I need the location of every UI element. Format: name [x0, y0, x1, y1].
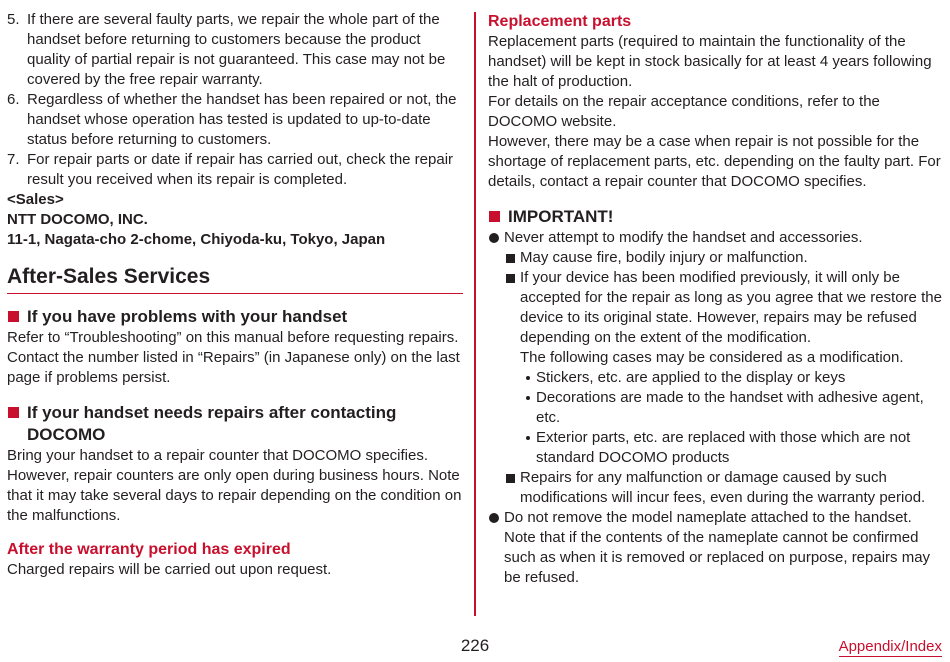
square-bullet-icon: [506, 254, 515, 263]
bullet-icon: [489, 233, 499, 243]
bullet-text: Never attempt to modify the handset and accessories.: [504, 229, 863, 246]
company-address: 11-1, Nagata-cho 2-chome, Chiyoda-ku, Tokyo, Japan: [7, 231, 386, 248]
list-item: [504, 248, 943, 268]
dot-text: Decorations are made to the handset with adhesive agent, etc.: [536, 389, 924, 426]
list-item: [488, 508, 943, 588]
column-divider: [474, 12, 476, 616]
list-item: [7, 150, 463, 190]
problems-heading-text: If you have problems with your handset: [27, 307, 348, 326]
sub-text: If your device has been modified previously, it will only be accepted for the repair as long as you agree that we restore the device to its original state. However, repairs may be refused depending on the extent of the modification.: [520, 269, 942, 346]
numbered-list: [7, 10, 463, 190]
item-number: 5.: [7, 11, 20, 28]
item-number: 6.: [7, 91, 20, 108]
list-item: [504, 268, 943, 468]
list-item: [520, 388, 943, 428]
list-item: [520, 368, 943, 388]
sub-text-continued: The following cases may be considered as a modification.: [520, 349, 904, 366]
important-heading: [488, 206, 943, 228]
list-item: [7, 90, 463, 150]
sales-label: <Sales>: [7, 191, 64, 208]
important-list: [488, 228, 943, 588]
sub-list: [504, 248, 943, 508]
red-square-icon: [489, 211, 500, 222]
right-column: [488, 10, 943, 588]
bullet-text: Do not remove the model nameplate attached to the handset. Note that if the contents of the nameplate cannot be confirmed such as when it is removed or replaced on purpose, repairs may be refused.: [504, 509, 931, 586]
dot-bullet-icon: [526, 396, 530, 400]
item-text: Regardless of whether the handset has been repaired or not, the handset whose operation has tested is updated to up-to-date status before returning to customers.: [27, 91, 457, 148]
repairs-heading: [7, 402, 463, 446]
bullet-icon: [489, 513, 499, 523]
problems-heading: [7, 306, 463, 328]
warranty-heading: After the warranty period has expired: [7, 541, 291, 558]
list-item: [7, 10, 463, 90]
left-column: [7, 10, 463, 580]
replacement-p2: For details on the repair acceptance conditions, refer to the DOCOMO website.: [488, 93, 880, 130]
dot-text: Exterior parts, etc. are replaced with those which are not standard DOCOMO products: [536, 429, 911, 466]
red-square-icon: [8, 407, 19, 418]
dot-bullet-icon: [526, 436, 530, 440]
problems-body: Refer to “Troubleshooting” on this manual before requesting repairs. Contact the number listed in “Repairs” (in Japanese only) on the last page if problems persist.: [7, 329, 460, 386]
dot-bullet-icon: [526, 376, 530, 380]
red-square-icon: [8, 311, 19, 322]
item-text: If there are several faulty parts, we repair the whole part of the handset before returning to customers because the product quality of partial repair is not guaranteed. This case may not be covered by the free repair warranty.: [27, 11, 446, 88]
section-title: After-Sales Services: [7, 264, 463, 294]
square-bullet-icon: [506, 274, 515, 283]
replacement-heading: Replacement parts: [488, 13, 632, 30]
sub-text: Repairs for any malfunction or damage caused by such modifications will incur fees, even during the warranty period.: [520, 469, 926, 506]
dot-text: Stickers, etc. are applied to the display or keys: [536, 369, 846, 386]
item-number: 7.: [7, 151, 20, 168]
list-item: [488, 228, 943, 508]
repairs-heading-text: If your handset needs repairs after contacting DOCOMO: [27, 403, 397, 444]
list-item: [520, 428, 943, 468]
sub-text: May cause fire, bodily injury or malfunction.: [520, 249, 808, 266]
square-bullet-icon: [506, 474, 515, 483]
important-heading-text: IMPORTANT!: [508, 207, 614, 226]
list-item: [504, 468, 943, 508]
dot-list: [520, 368, 943, 468]
page-number: 226: [460, 636, 490, 655]
item-text: For repair parts or date if repair has carried out, check the repair result you received when its repair is completed.: [27, 151, 454, 188]
replacement-p1: Replacement parts (required to maintain the functionality of the handset) will be kept in stock basically for at least 4 years following the halt of production.: [488, 33, 932, 90]
appendix-index-link[interactable]: Appendix/Index: [838, 638, 942, 655]
company-name: NTT DOCOMO, INC.: [7, 211, 148, 228]
replacement-p3: However, there may be a case when repair is not possible for the shortage of replacement parts, etc. depending on the faulty part. For details, contact a repair counter that DOCOMO specifies.: [488, 133, 941, 190]
warranty-body: Charged repairs will be carried out upon request.: [7, 561, 332, 578]
repairs-body: Bring your handset to a repair counter that DOCOMO specifies. However, repair counters are only open during business hours. Note that it may take several days to repair depending on the condition on the malfunctions.: [7, 447, 462, 524]
